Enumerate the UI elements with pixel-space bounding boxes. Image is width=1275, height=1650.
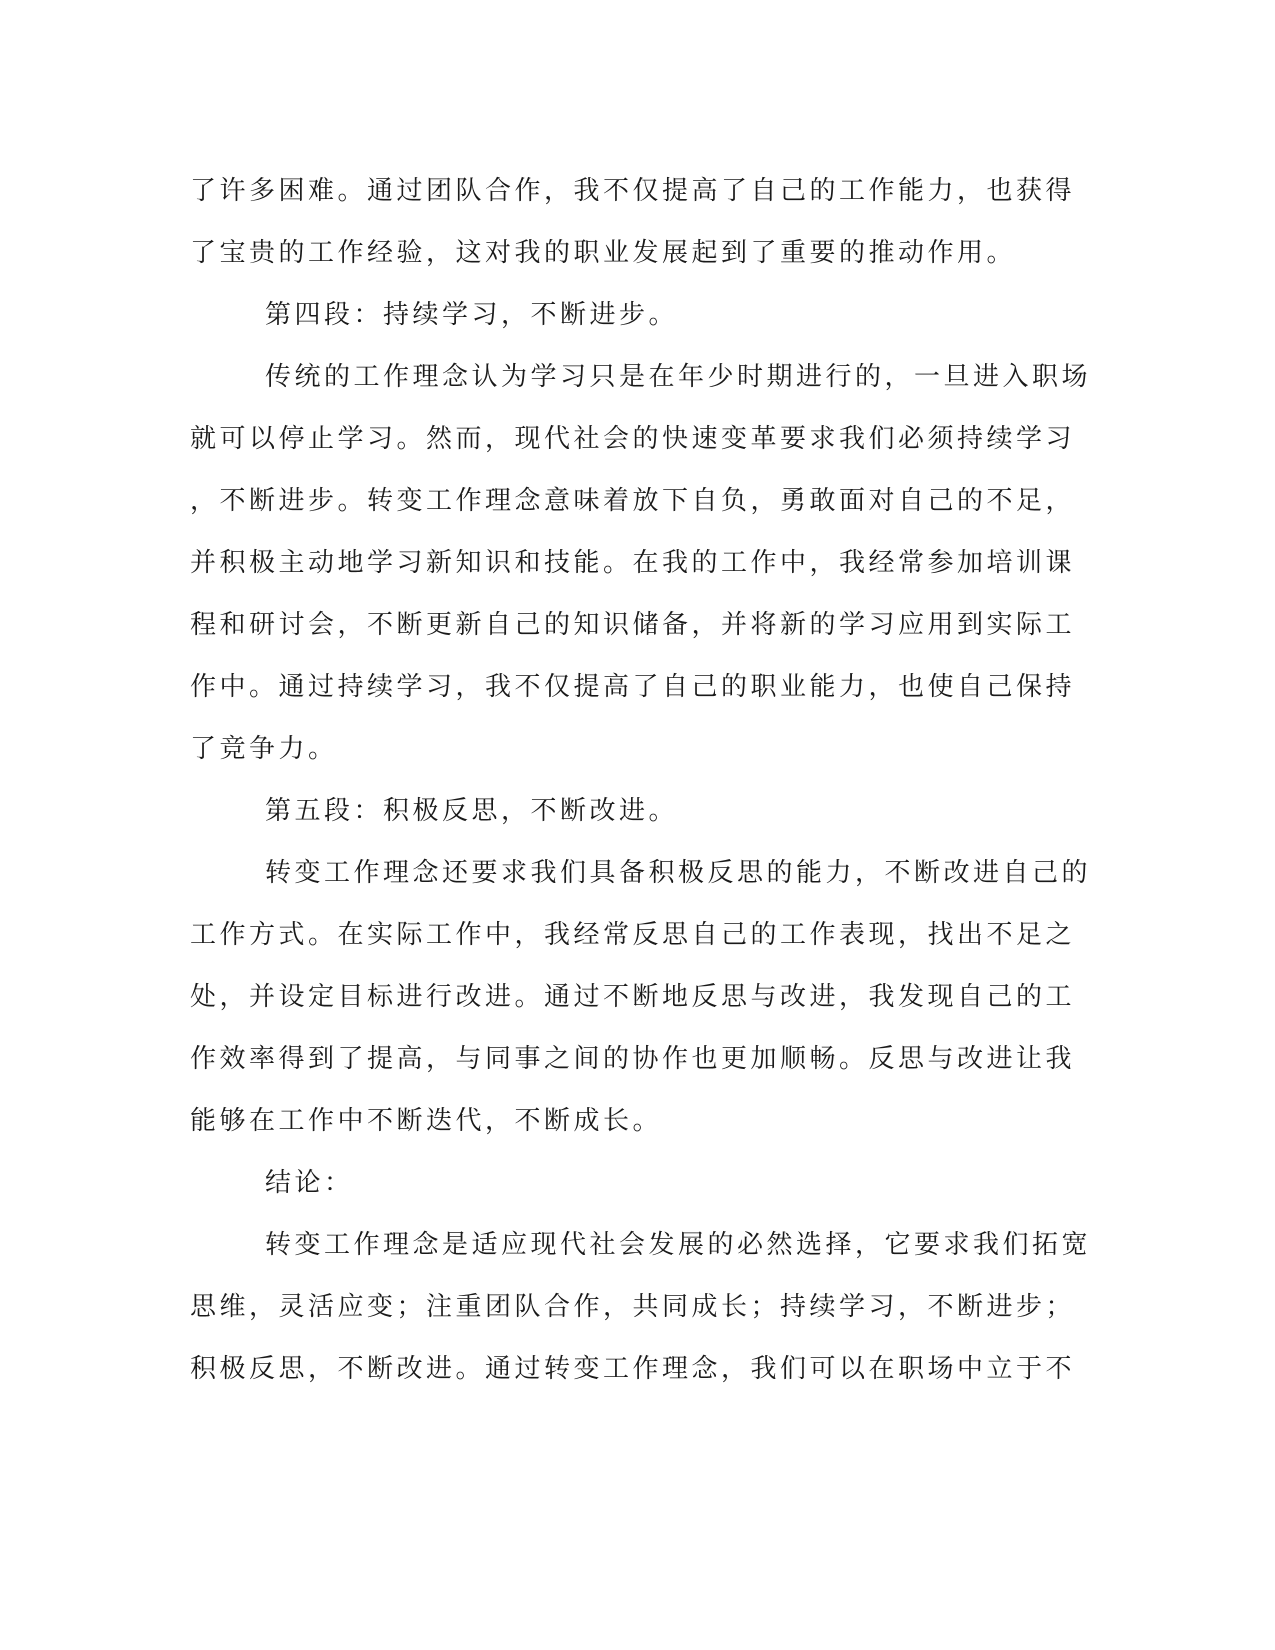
text-line: 了宝贵的工作经验，这对我的职业发展起到了重要的推动作用。 — [190, 238, 1017, 268]
text-line: 积极反思，不断改进。通过转变工作理念，我们可以在职场中立于不 — [190, 1354, 1076, 1384]
section-heading: 第五段：积极反思，不断改进。 — [265, 796, 679, 826]
text-line: 并积极主动地学习新知识和技能。在我的工作中，我经常参加培训课 — [190, 548, 1076, 578]
text-line: ，不断进步。转变工作理念意味着放下自负，勇敢面对自己的不足， — [190, 486, 1076, 516]
text-line: 处，并设定目标进行改进。通过不断地反思与改进，我发现自己的工 — [190, 982, 1076, 1012]
text-line: 作效率得到了提高，与同事之间的协作也更加顺畅。反思与改进让我 — [190, 1044, 1076, 1074]
text-line: 传统的工作理念认为学习只是在年少时期进行的，一旦进入职场 — [265, 362, 1092, 392]
text-line: 工作方式。在实际工作中，我经常反思自己的工作表现，找出不足之 — [190, 920, 1076, 950]
text-line: 转变工作理念还要求我们具备积极反思的能力，不断改进自己的 — [265, 858, 1092, 888]
text-line: 能够在工作中不断迭代，不断成长。 — [190, 1106, 663, 1136]
text-line: 作中。通过持续学习，我不仅提高了自己的职业能力，也使自己保持 — [190, 672, 1076, 702]
text-line: 转变工作理念是适应现代社会发展的必然选择，它要求我们拓宽 — [265, 1230, 1092, 1260]
text-line: 了许多困难。通过团队合作，我不仅提高了自己的工作能力，也获得 — [190, 176, 1076, 206]
section-heading: 结论： — [265, 1168, 354, 1198]
text-line: 了竞争力。 — [190, 734, 338, 764]
section-heading: 第四段：持续学习，不断进步。 — [265, 300, 679, 330]
text-line: 就可以停止学习。然而，现代社会的快速变革要求我们必须持续学习 — [190, 424, 1076, 454]
document-body — [190, 160, 1092, 1400]
text-line: 思维，灵活应变；注重团队合作，共同成长；持续学习，不断进步； — [190, 1292, 1076, 1322]
text-line: 程和研讨会，不断更新自己的知识储备，并将新的学习应用到实际工 — [190, 610, 1076, 640]
